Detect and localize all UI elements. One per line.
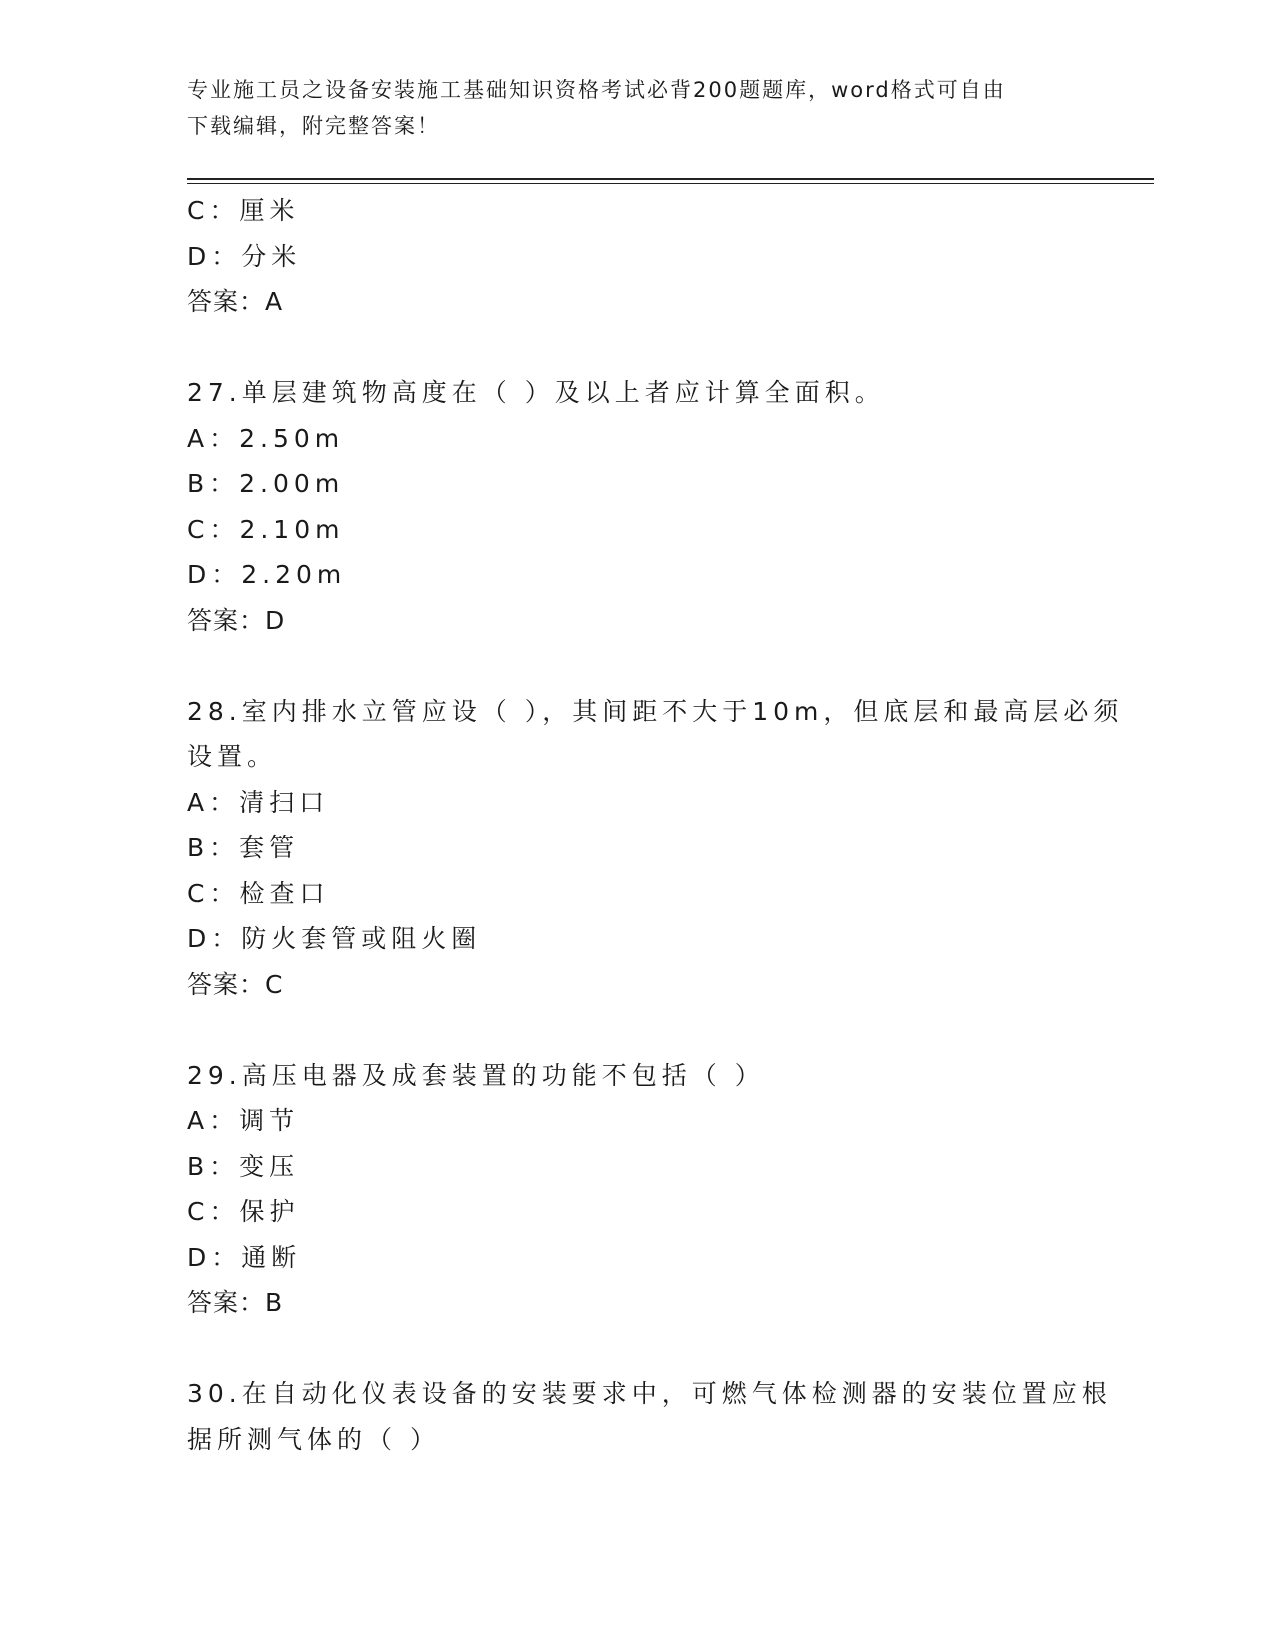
option-a: A：清扫口 xyxy=(187,787,330,817)
option-d: D：2.20m xyxy=(187,560,347,589)
option-d: D：防火套管或阻火圈 xyxy=(187,924,482,953)
answer-line: 答案：D xyxy=(187,605,286,635)
option-d: D：通断 xyxy=(187,1242,302,1272)
question-30 xyxy=(187,1371,1112,1462)
header-rule-thin xyxy=(187,183,1154,184)
spacer xyxy=(187,643,1087,689)
question-text-cont: 据所测气体的（ ） xyxy=(187,1424,440,1454)
previous-question-tail xyxy=(187,188,1087,325)
answer-line: 答案：A xyxy=(187,287,284,316)
question-text: 30.在自动化仪表设备的安装要求中，可燃气体检测器的安装位置应根 xyxy=(187,1379,1112,1408)
option-c: C：检查口 xyxy=(187,878,330,908)
question-text-cont: 设置。 xyxy=(187,742,278,771)
document-content xyxy=(187,188,1124,1462)
option-a: A：调节 xyxy=(187,1106,300,1135)
header-line-2: 下载编辑，附完整答案！ xyxy=(187,114,440,138)
header-line-1: 专业施工员之设备安装施工基础知识资格考试必背200题题库，word格式可自由 xyxy=(187,78,1006,102)
spacer xyxy=(187,1007,1087,1053)
option-d: D：分米 xyxy=(187,241,302,271)
option-c: C：2.10m xyxy=(187,514,345,544)
question-text: 28.室内排水立管应设（ ），其间距不大于10m，但底层和最高层必须 xyxy=(187,696,1124,726)
spacer xyxy=(187,325,1087,371)
question-text: 27.单层建筑物高度在（ ）及以上者应计算全面积。 xyxy=(187,378,885,407)
question-27 xyxy=(187,370,1087,643)
option-c: C：保护 xyxy=(187,1197,300,1226)
question-28 xyxy=(187,689,1124,1008)
option-b: B：变压 xyxy=(187,1151,300,1181)
answer-line: 答案：C xyxy=(187,969,284,999)
option-c: C：厘米 xyxy=(187,196,300,225)
option-a: A：2.50m xyxy=(187,423,345,453)
option-b: B：套管 xyxy=(187,833,300,862)
document-header xyxy=(187,72,1087,144)
option-b: B：2.00m xyxy=(187,469,345,498)
header-rule-thick xyxy=(187,178,1154,180)
answer-line: 答案：B xyxy=(187,1288,284,1317)
spacer xyxy=(187,1326,1087,1372)
question-text: 29.高压电器及成套装置的功能不包括（ ） xyxy=(187,1060,765,1090)
question-29 xyxy=(187,1053,1087,1326)
